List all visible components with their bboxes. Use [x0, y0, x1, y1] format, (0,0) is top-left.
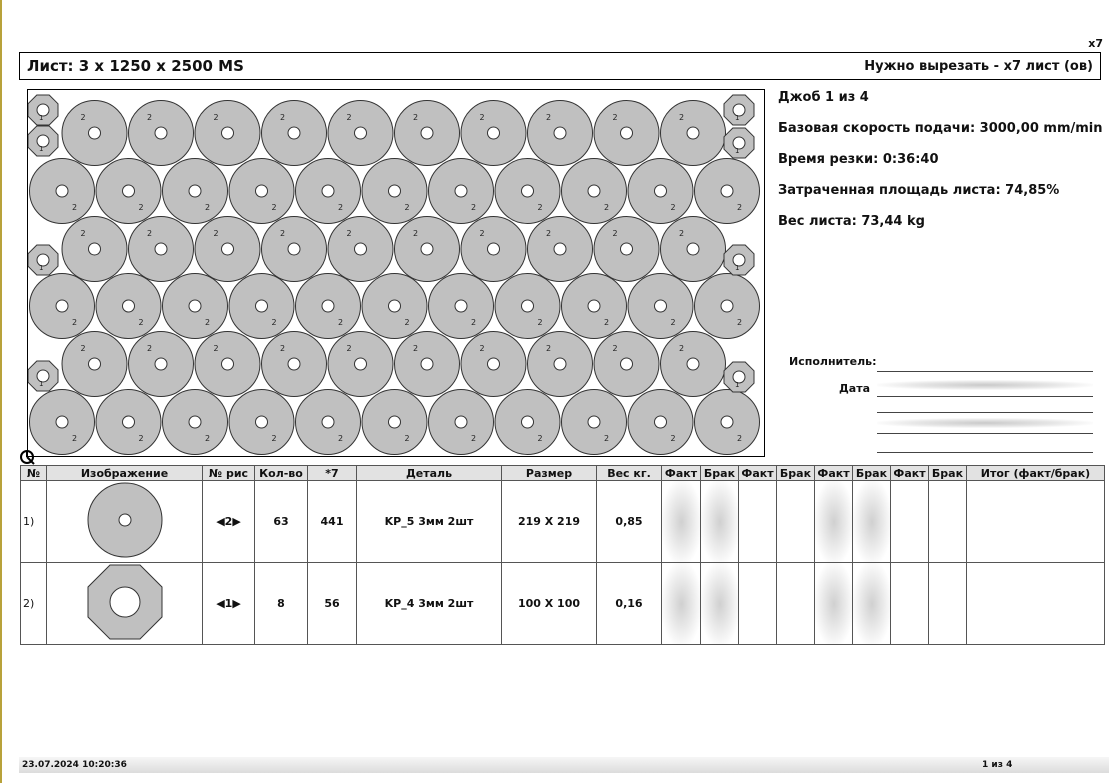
svg-text:2: 2	[679, 229, 685, 238]
nested-round-part	[262, 101, 327, 166]
nested-round-part	[163, 274, 228, 339]
signature-line-5	[877, 452, 1093, 453]
page-counter: 1 из 4	[982, 760, 1013, 770]
defect-cell-4	[929, 481, 967, 563]
nested-round-part	[30, 274, 95, 339]
col-defect-3: Брак	[853, 466, 891, 481]
nested-round-part	[429, 390, 494, 455]
nested-round-part	[296, 390, 361, 455]
svg-text:2: 2	[670, 318, 676, 327]
svg-text:2: 2	[604, 434, 610, 443]
svg-text:2: 2	[213, 344, 219, 353]
nested-round-part	[695, 274, 760, 339]
nested-round-part	[30, 159, 95, 224]
svg-text:2: 2	[546, 344, 552, 353]
svg-text:2: 2	[471, 203, 477, 212]
nested-round-part	[395, 101, 460, 166]
nested-round-part	[528, 101, 593, 166]
nested-round-part	[495, 390, 560, 455]
table-row	[21, 481, 1105, 563]
defect-cell-3	[853, 563, 891, 645]
col-total: *7	[308, 466, 357, 481]
svg-text:2: 2	[80, 229, 86, 238]
nested-round-part	[96, 159, 161, 224]
redacted-signature	[877, 380, 1093, 390]
svg-text:2: 2	[612, 344, 618, 353]
col-part: Деталь	[357, 466, 502, 481]
svg-text:2: 2	[147, 229, 153, 238]
svg-text:2: 2	[471, 318, 477, 327]
nested-round-part	[129, 332, 194, 397]
nested-round-part	[96, 390, 161, 455]
nested-round-part	[594, 101, 659, 166]
nested-round-part	[328, 332, 393, 397]
nested-round-part	[195, 101, 260, 166]
cut-time: Время резки: 0:36:40	[778, 152, 939, 167]
nested-octagon-part	[28, 126, 58, 156]
svg-text:2: 2	[537, 203, 543, 212]
svg-text:2: 2	[271, 203, 277, 212]
nested-round-part	[229, 159, 294, 224]
nested-round-part	[628, 274, 693, 339]
svg-text:2: 2	[612, 113, 618, 122]
fact-cell-1	[662, 481, 701, 563]
svg-text:2: 2	[80, 113, 86, 122]
redacted-signature-2	[877, 418, 1093, 428]
svg-text:2: 2	[737, 318, 743, 327]
nested-round-part	[163, 159, 228, 224]
col-defect-1: Брак	[701, 466, 739, 481]
defect-cell-1	[701, 563, 739, 645]
nested-round-part	[461, 217, 526, 282]
svg-text:2: 2	[80, 344, 86, 353]
nested-round-part	[262, 332, 327, 397]
col-number: №	[21, 466, 47, 481]
svg-text:1: 1	[735, 264, 740, 272]
svg-text:2: 2	[737, 203, 743, 212]
date-label: Дата	[839, 382, 871, 395]
svg-text:2: 2	[72, 318, 78, 327]
result-cell	[967, 481, 1105, 563]
nested-round-part	[395, 332, 460, 397]
prev-arrow-icon[interactable]: ◀	[216, 515, 225, 528]
total-cell: 441	[308, 481, 357, 563]
date-line	[877, 396, 1093, 397]
fact-cell-1	[662, 563, 701, 645]
nested-octagon-part	[28, 95, 58, 125]
col-pic-number: № рис	[203, 466, 255, 481]
nested-round-part	[96, 274, 161, 339]
svg-text:2: 2	[205, 203, 211, 212]
svg-text:2: 2	[471, 434, 477, 443]
nesting-layout-drawing	[28, 90, 764, 456]
svg-text:2: 2	[737, 434, 743, 443]
job-info-panel	[778, 90, 1103, 245]
svg-text:2: 2	[546, 229, 552, 238]
nested-round-part	[562, 274, 627, 339]
svg-text:2: 2	[346, 229, 352, 238]
defect-cell-4	[929, 563, 967, 645]
svg-text:2: 2	[213, 113, 219, 122]
svg-text:2: 2	[404, 434, 410, 443]
copies-badge: x7	[1088, 37, 1103, 50]
nested-round-part	[661, 332, 726, 397]
round-washer-part-icon	[85, 481, 165, 559]
svg-text:2: 2	[537, 434, 543, 443]
fact-cell-4	[891, 481, 929, 563]
nested-round-part	[129, 217, 194, 282]
col-result: Итог (факт/брак)	[967, 466, 1105, 481]
svg-text:2: 2	[479, 113, 485, 122]
nested-round-part	[362, 390, 427, 455]
nested-round-part	[661, 101, 726, 166]
nested-round-part	[229, 274, 294, 339]
nested-round-part	[328, 217, 393, 282]
col-fact-1: Факт	[662, 466, 701, 481]
part-name-cell: KP_4 3мм 2шт	[357, 563, 502, 645]
svg-text:2: 2	[271, 318, 277, 327]
report-header	[19, 52, 1101, 80]
svg-text:1: 1	[735, 381, 740, 389]
table-header-row	[21, 466, 1105, 481]
part-image-cell	[47, 481, 203, 563]
next-arrow-icon[interactable]: ▶	[232, 515, 241, 528]
svg-text:2: 2	[147, 113, 153, 122]
svg-text:2: 2	[280, 229, 286, 238]
col-image: Изображение	[47, 466, 203, 481]
svg-text:2: 2	[138, 203, 144, 212]
part-name-cell: KP_5 3мм 2шт	[357, 481, 502, 563]
sheet-weight: Вес листа: 73,44 kg	[778, 214, 925, 229]
nested-round-part	[695, 159, 760, 224]
page-left-border	[0, 0, 2, 783]
nested-round-part	[362, 274, 427, 339]
nested-round-part	[495, 159, 560, 224]
col-size: Размер	[502, 466, 597, 481]
result-cell	[967, 563, 1105, 645]
fact-cell-2	[739, 481, 777, 563]
nested-round-part	[30, 390, 95, 455]
nested-round-part	[562, 390, 627, 455]
svg-text:2: 2	[679, 344, 685, 353]
signature-line-3	[877, 412, 1093, 413]
svg-text:2: 2	[346, 344, 352, 353]
svg-text:2: 2	[280, 344, 286, 353]
quantity-cell: 63	[255, 481, 308, 563]
nested-octagon-part	[724, 128, 754, 158]
pic-number: 2	[224, 515, 233, 528]
nested-round-part	[62, 101, 127, 166]
svg-text:2: 2	[604, 203, 610, 212]
svg-text:2: 2	[413, 113, 419, 122]
nested-round-part	[195, 217, 260, 282]
svg-text:1: 1	[39, 114, 44, 122]
nested-octagon-part	[724, 362, 754, 392]
nested-round-part	[195, 332, 260, 397]
size-cell: 100 X 100	[502, 563, 597, 645]
nested-round-part	[594, 217, 659, 282]
row-index: 2)	[21, 563, 47, 645]
total-cell: 56	[308, 563, 357, 645]
nested-round-part	[461, 101, 526, 166]
svg-text:2: 2	[404, 203, 410, 212]
svg-text:2: 2	[338, 434, 344, 443]
svg-text:2: 2	[612, 229, 618, 238]
nested-round-part	[628, 159, 693, 224]
nesting-sheet-preview	[27, 89, 765, 457]
svg-text:2: 2	[404, 318, 410, 327]
job-counter: Джоб 1 из 4	[778, 90, 869, 105]
svg-text:1: 1	[39, 380, 44, 388]
nested-round-part	[163, 390, 228, 455]
svg-text:2: 2	[413, 229, 419, 238]
nested-round-part	[395, 217, 460, 282]
nested-round-part	[528, 332, 593, 397]
svg-text:2: 2	[271, 434, 277, 443]
nested-round-part	[528, 217, 593, 282]
nested-round-part	[62, 217, 127, 282]
nested-round-part	[429, 274, 494, 339]
row-index: 1)	[21, 481, 47, 563]
pic-number: 1	[224, 597, 233, 610]
part-image-cell	[47, 563, 203, 645]
nested-round-part	[129, 101, 194, 166]
svg-text:2: 2	[537, 318, 543, 327]
fact-cell-3	[815, 481, 853, 563]
nested-round-part	[229, 390, 294, 455]
col-weight: Вес кг.	[597, 466, 662, 481]
nested-round-part	[661, 217, 726, 282]
pic-number-cell	[203, 563, 255, 645]
signature-line-4	[877, 433, 1093, 434]
nested-octagon-part	[724, 245, 754, 275]
svg-text:2: 2	[205, 434, 211, 443]
col-defect-2: Брак	[777, 466, 815, 481]
nested-round-part	[495, 274, 560, 339]
fact-cell-3	[815, 563, 853, 645]
svg-text:2: 2	[72, 434, 78, 443]
nested-octagon-part	[28, 245, 58, 275]
svg-text:2: 2	[479, 344, 485, 353]
svg-text:2: 2	[346, 113, 352, 122]
svg-text:2: 2	[213, 229, 219, 238]
svg-text:2: 2	[338, 318, 344, 327]
svg-text:1: 1	[39, 145, 44, 153]
area-used: Затраченная площадь листа: 74,85%	[778, 183, 1060, 198]
feed-rate: Базовая скорость подачи: 3000,00 mm/min	[778, 121, 1103, 136]
nested-octagon-part	[28, 361, 58, 391]
svg-text:2: 2	[205, 318, 211, 327]
nested-round-part	[328, 101, 393, 166]
svg-text:2: 2	[147, 344, 153, 353]
svg-text:2: 2	[338, 203, 344, 212]
executor-label: Исполнитель:	[789, 355, 877, 368]
svg-text:2: 2	[546, 113, 552, 122]
svg-text:2: 2	[479, 229, 485, 238]
octagon-washer-part-icon	[85, 563, 165, 641]
col-quantity: Кол-во	[255, 466, 308, 481]
fact-cell-2	[739, 563, 777, 645]
svg-text:1: 1	[39, 264, 44, 272]
svg-text:1: 1	[735, 147, 740, 155]
origin-marker-icon	[18, 448, 36, 466]
size-cell: 219 X 219	[502, 481, 597, 563]
svg-text:2: 2	[138, 434, 144, 443]
svg-text:2: 2	[679, 113, 685, 122]
nested-round-part	[628, 390, 693, 455]
svg-text:2: 2	[280, 113, 286, 122]
pic-number-cell	[203, 481, 255, 563]
col-fact-3: Факт	[815, 466, 853, 481]
quantity-cell: 8	[255, 563, 308, 645]
svg-text:1: 1	[735, 114, 740, 122]
executor-line	[877, 371, 1093, 372]
fact-cell-4	[891, 563, 929, 645]
col-fact-4: Факт	[891, 466, 929, 481]
sheets-to-cut: Нужно вырезать - x7 лист (ов)	[864, 58, 1093, 74]
print-timestamp: 23.07.2024 10:20:36	[22, 760, 127, 770]
nested-round-part	[594, 332, 659, 397]
svg-text:2: 2	[72, 203, 78, 212]
defect-cell-1	[701, 481, 739, 563]
table-row	[21, 563, 1105, 645]
page-footer	[19, 757, 1109, 773]
nested-round-part	[362, 159, 427, 224]
nested-round-part	[262, 217, 327, 282]
weight-cell: 0,85	[597, 481, 662, 563]
nested-octagon-part	[724, 95, 754, 125]
nested-round-part	[62, 332, 127, 397]
defect-cell-3	[853, 481, 891, 563]
col-fact-2: Факт	[739, 466, 777, 481]
nested-round-part	[461, 332, 526, 397]
nested-round-part	[562, 159, 627, 224]
svg-text:2: 2	[138, 318, 144, 327]
prev-arrow-icon[interactable]: ◀	[216, 597, 225, 610]
defect-cell-2	[777, 481, 815, 563]
svg-text:2: 2	[670, 434, 676, 443]
svg-text:2: 2	[413, 344, 419, 353]
defect-cell-2	[777, 563, 815, 645]
sheet-title: Лист: 3 x 1250 x 2500 MS	[27, 57, 244, 75]
col-defect-4: Брак	[929, 466, 967, 481]
nested-round-part	[296, 274, 361, 339]
weight-cell: 0,16	[597, 563, 662, 645]
nested-round-part	[695, 390, 760, 455]
nested-round-part	[429, 159, 494, 224]
svg-text:2: 2	[670, 203, 676, 212]
svg-text:2: 2	[604, 318, 610, 327]
parts-table	[20, 465, 1105, 645]
next-arrow-icon[interactable]: ▶	[232, 597, 241, 610]
nested-round-part	[296, 159, 361, 224]
